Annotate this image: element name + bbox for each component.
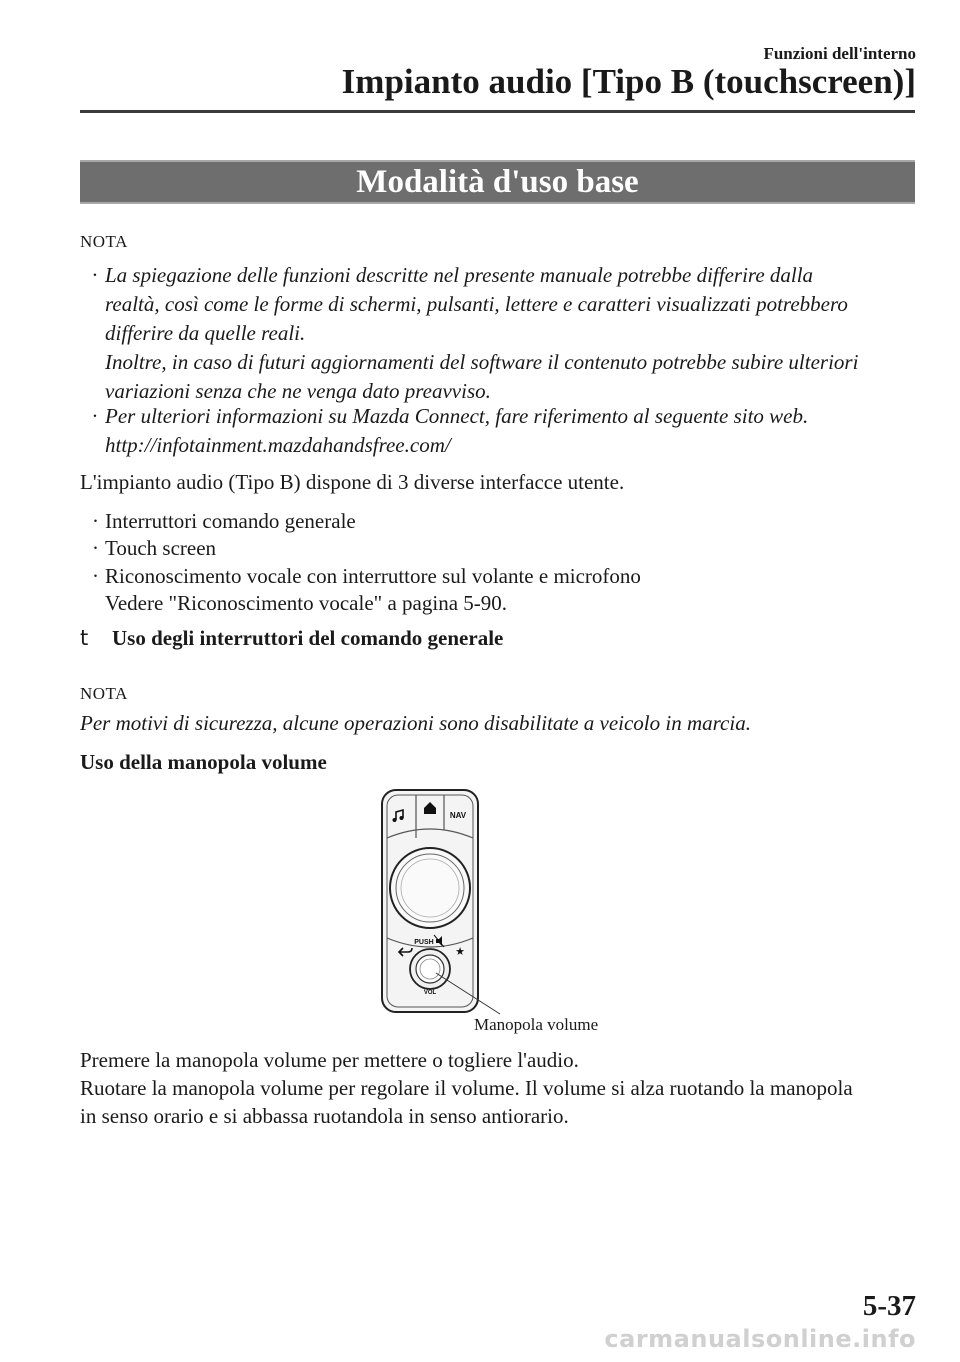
paragraph: in senso orario e si abbassa ruotandola in senso antiorario. <box>80 1104 569 1128</box>
intro-text: L'impianto audio (Tipo B) dispone di 3 diverse interfacce utente. <box>80 470 625 494</box>
header-rule <box>80 110 915 113</box>
volume-knob-caption: Manopola volume <box>474 1015 599 1034</box>
note-line: Inoltre, in caso di futuri aggiornamenti del software il contenuto potrebbe subire ulteriori <box>105 350 859 374</box>
push-label: PUSH <box>414 939 434 946</box>
url-link[interactable]: http://infotainment.mazdahandsfree.com/ <box>105 433 451 457</box>
page-number: 5-37 <box>862 1290 916 1322</box>
note-line: variazioni senza che ne venga dato preavviso. <box>105 379 491 403</box>
commander-illustration <box>372 788 622 1016</box>
chapter-title: Impianto audio [Tipo B (touchscreen)] <box>341 62 916 101</box>
page-title: Modalità d'uso base <box>80 160 915 204</box>
subheading-marker: t <box>80 626 89 650</box>
nav-button-label: NAV <box>449 811 467 820</box>
main-dial <box>390 848 470 928</box>
paragraph: Premere la manopola volume per mettere o togliere l'audio. <box>80 1048 579 1072</box>
subheading-text: Uso degli interruttori del comando generale <box>112 626 504 650</box>
note-line: differire da quelle reali. <box>105 321 306 345</box>
section-title: Funzioni dell'interno <box>763 44 916 63</box>
note-label: NOTA <box>80 232 128 251</box>
favorites-icon: ★ <box>455 945 465 958</box>
vol-label: VOL <box>423 990 437 996</box>
note-line: Per ulteriori informazioni su Mazda Connect, fare riferimento al seguente sito web. <box>105 404 809 428</box>
note-line: realtà, così come le forme di schermi, pulsanti, lettere e caratteri visualizzati potrebbero <box>105 292 848 316</box>
list-item: · Touch screen <box>92 536 217 560</box>
paragraph: Ruotare la manopola volume per regolare il volume. Il volume si alza ruotando la manopola <box>80 1076 853 1100</box>
note-line: La spiegazione delle funzioni descritte nel presente manuale potrebbe differire dalla <box>105 263 814 287</box>
note-text: Per motivi di sicurezza, alcune operazioni sono disabilitate a veicolo in marcia. <box>80 711 751 735</box>
watermark: carmanualsonline.info <box>604 1325 916 1353</box>
note-label: NOTA <box>80 684 128 703</box>
list-item-continuation: Vedere "Riconoscimento vocale" a pagina 5-90. <box>105 591 508 615</box>
list-item: · Riconoscimento vocale con interruttore sul volante e microfono <box>92 564 641 588</box>
subheading <box>80 626 503 651</box>
list-item: · Interruttori comando generale <box>92 509 356 533</box>
volume-heading: Uso della manopola volume <box>80 750 327 774</box>
